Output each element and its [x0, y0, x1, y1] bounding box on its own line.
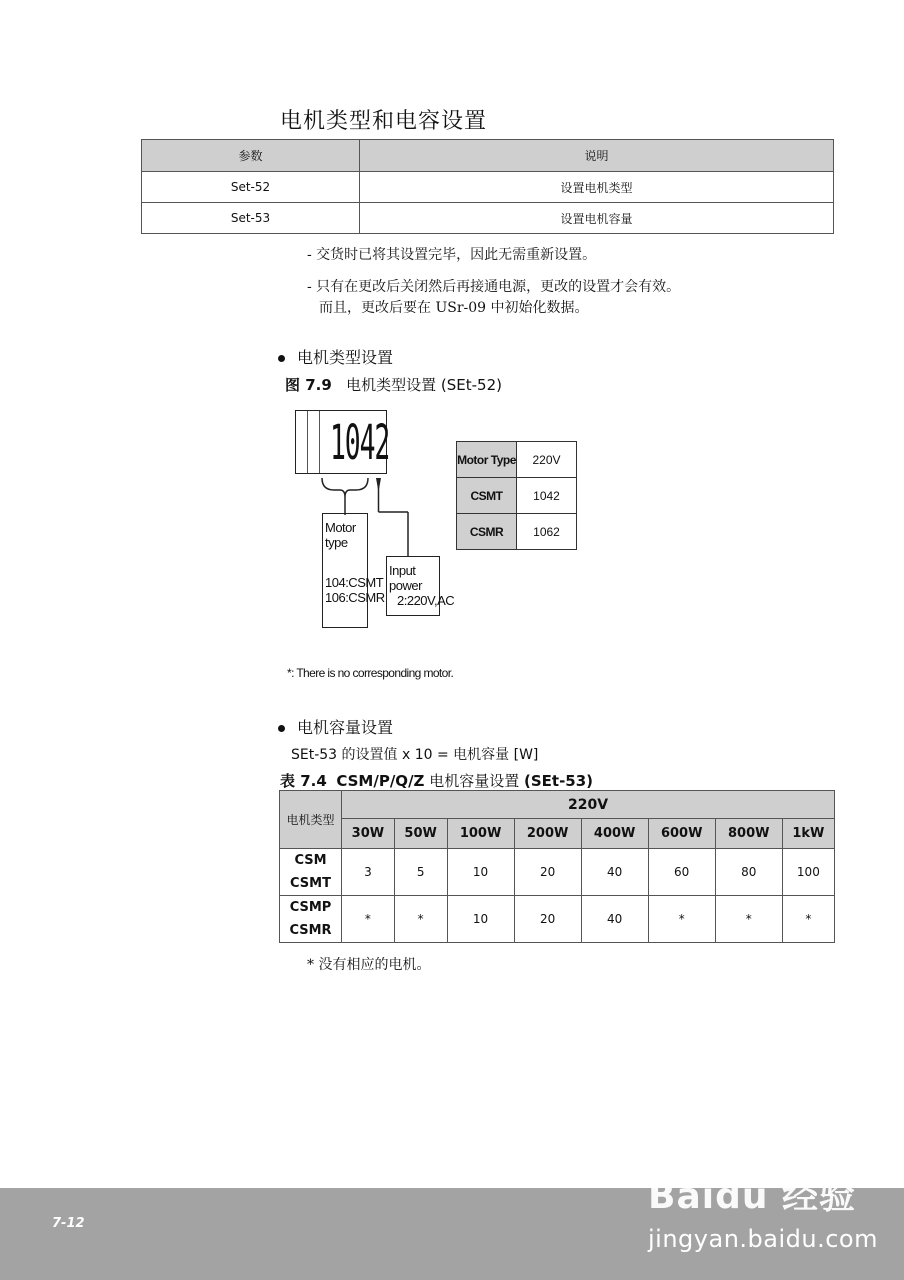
voltage-header: 220V: [517, 442, 577, 478]
table-row: CSMP CSMR * * 10 20 40 * * *: [280, 896, 835, 943]
figure-footnote: *: There is no corresponding motor.: [287, 666, 454, 680]
description-header: 说明: [360, 140, 834, 172]
param-cell: Set-53: [142, 203, 360, 234]
table-row: CSM CSMT 3 5 10 20 40 60 80 100: [280, 849, 835, 896]
description-cell: 设置电机类型: [360, 172, 834, 203]
baidu-watermark: [648, 1168, 878, 1253]
column-header: 100W: [447, 819, 514, 849]
note-delivery: - 交货时已将其设置完毕，因此无需重新设置。: [307, 247, 597, 263]
parameter-table: [141, 139, 834, 234]
bullet-dot-icon: [278, 355, 285, 362]
column-header: 800W: [715, 819, 782, 849]
table-row: [142, 172, 834, 203]
bullet-motor-type: 电机类型设置: [278, 345, 393, 368]
display-value: 1042: [330, 415, 390, 471]
motor-types-cell: CSMP CSMR: [280, 896, 342, 943]
bullet-capacity: 电机容量设置: [278, 715, 393, 738]
bullet-dot-icon: [278, 725, 285, 732]
motor-type-header: Motor Type: [457, 442, 517, 478]
table-caption: 表 7.4 CSM/P/Q/Z 电机容量设置 (SEt-53): [280, 772, 594, 790]
watermark-url: jingyan.baidu.com: [648, 1225, 878, 1253]
page-number: 7-12: [52, 1216, 85, 1231]
column-header: 30W: [342, 819, 395, 849]
column-header: 600W: [648, 819, 715, 849]
column-header: 400W: [581, 819, 648, 849]
input-power-box: Input power 2:220V,AC: [386, 556, 440, 616]
column-header: 200W: [514, 819, 581, 849]
section-title: 电机类型和电容设置: [280, 109, 488, 134]
motor-types-cell: CSM CSMT: [280, 849, 342, 896]
motor-type-box: Motor type 104:CSMT 106:CSMR: [322, 513, 368, 628]
note-init-data: 而且，更改后要在 USr-09 中初始化数据。: [319, 300, 589, 316]
motor-type-table: [456, 441, 577, 550]
figure-caption: 图 7.9 电机类型设置 (SEt-52): [285, 376, 502, 394]
capacity-formula: SEt-53 的设置值 x 10 = 电机容量 [W]: [291, 747, 539, 763]
watermark-brand: Baidu 经验: [648, 1176, 857, 1217]
table-row: CSMR 1062: [457, 514, 577, 550]
column-header: 50W: [394, 819, 447, 849]
note-power-cycle: - 只有在更改后关闭然后再接通电源，更改的设置才会有效。: [307, 279, 681, 295]
param-header: 参数: [142, 140, 360, 172]
param-cell: Set-52: [142, 172, 360, 203]
table-row: [142, 203, 834, 234]
motor-type-header: 电机类型: [280, 791, 342, 849]
voltage-header: 220V: [342, 791, 835, 819]
segment-display: [295, 410, 390, 474]
column-header: 1kW: [782, 819, 834, 849]
capacity-table: [279, 790, 835, 943]
table-row: CSMT 1042: [457, 478, 577, 514]
description-cell: 设置电机容量: [360, 203, 834, 234]
no-motor-note: * 没有相应的电机。: [307, 957, 431, 973]
